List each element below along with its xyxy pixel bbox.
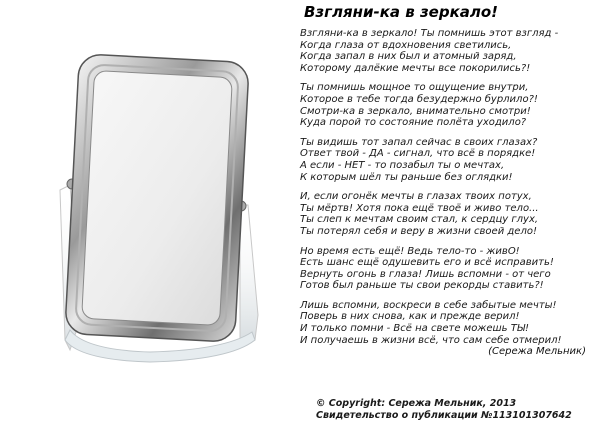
stanza-2 (300, 82, 596, 128)
poem-line: Готов был раньше ты свои рекорды ставить?! (300, 280, 544, 292)
poem-line: А если - НЕТ - то позабыл ты о мечтах, (300, 159, 505, 171)
poem-line: Ты помнишь мощное то ощущение внутри, (300, 82, 529, 94)
poem-line: Смотри-ка в зеркало, внимательно смотри! (300, 105, 531, 117)
poem-title: Взгляни-ка в зеркало! (304, 3, 499, 21)
poem-line: Взгляни-ка в зеркало! Ты помнишь этот взгляд - (300, 28, 559, 39)
poem-line: Которое в тебе тогда безудержно бурлило?! (300, 93, 538, 105)
stanza-1 (300, 28, 596, 74)
poem-line: Лишь вспомни, воскреси в себе забытые мечты! (300, 299, 557, 311)
poem (300, 2, 596, 366)
poem-line: И только помни - Всё на свете можешь ТЫ! (300, 323, 530, 335)
poem-line: Ты мёртв! Хотя пока ещё твоё и живо тело... (300, 202, 539, 214)
poem-line: Поверь в них снова, как и прежде верил! (300, 311, 520, 323)
stanza-6 (300, 300, 596, 358)
mirror-illustration (40, 40, 280, 400)
poem-line: И получаешь в жизни всё, что сам себе отмерил! (300, 334, 562, 346)
poem-line: Но время есть ещё! Ведь тело-то - живО! (300, 245, 520, 257)
poem-line: И, если огонёк мечты в глазах твоих потух, (300, 191, 532, 203)
poem-line: Вернуть огонь в глаза! Лишь вспомни - от чего (300, 268, 551, 280)
poem-signature: (Сережа Мельник) (488, 346, 586, 358)
poem-line: Ты видишь тот запал сейчас в своих глазах? (300, 136, 538, 148)
copyright-block (316, 398, 596, 422)
copyright-line: © Copyright: Сережа Мельник, 2013 (316, 398, 517, 409)
stanza-4 (300, 191, 596, 237)
poem-line: Ответ твой - ДА - сигнал, что всё в порядке! (300, 148, 536, 160)
poem-line: Ты слеп к мечтам своим стал, к сердцу глух, (300, 214, 539, 226)
poem-line: Есть шанс ещё одушевить его и всё исправить! (300, 257, 554, 269)
stanza-3 (300, 137, 596, 183)
poem-line: Ты потерял себя и веру в жизни своей дело! (300, 225, 537, 237)
poem-line: Когда глаза от вдохновения светились, (300, 39, 512, 51)
publication-certificate: Свидетельство о публикации №113101307642 (316, 410, 572, 421)
poem-line: К которым шёл ты раньше без оглядки! (300, 171, 513, 183)
stanza-5 (300, 246, 596, 292)
poem-line: Когда запал в них был и атомный заряд, (300, 51, 517, 63)
poem-line: Которому далёкие мечты все покорились?! (300, 62, 531, 74)
poem-line: Куда порой то состояние полёта уходило? (300, 117, 527, 129)
